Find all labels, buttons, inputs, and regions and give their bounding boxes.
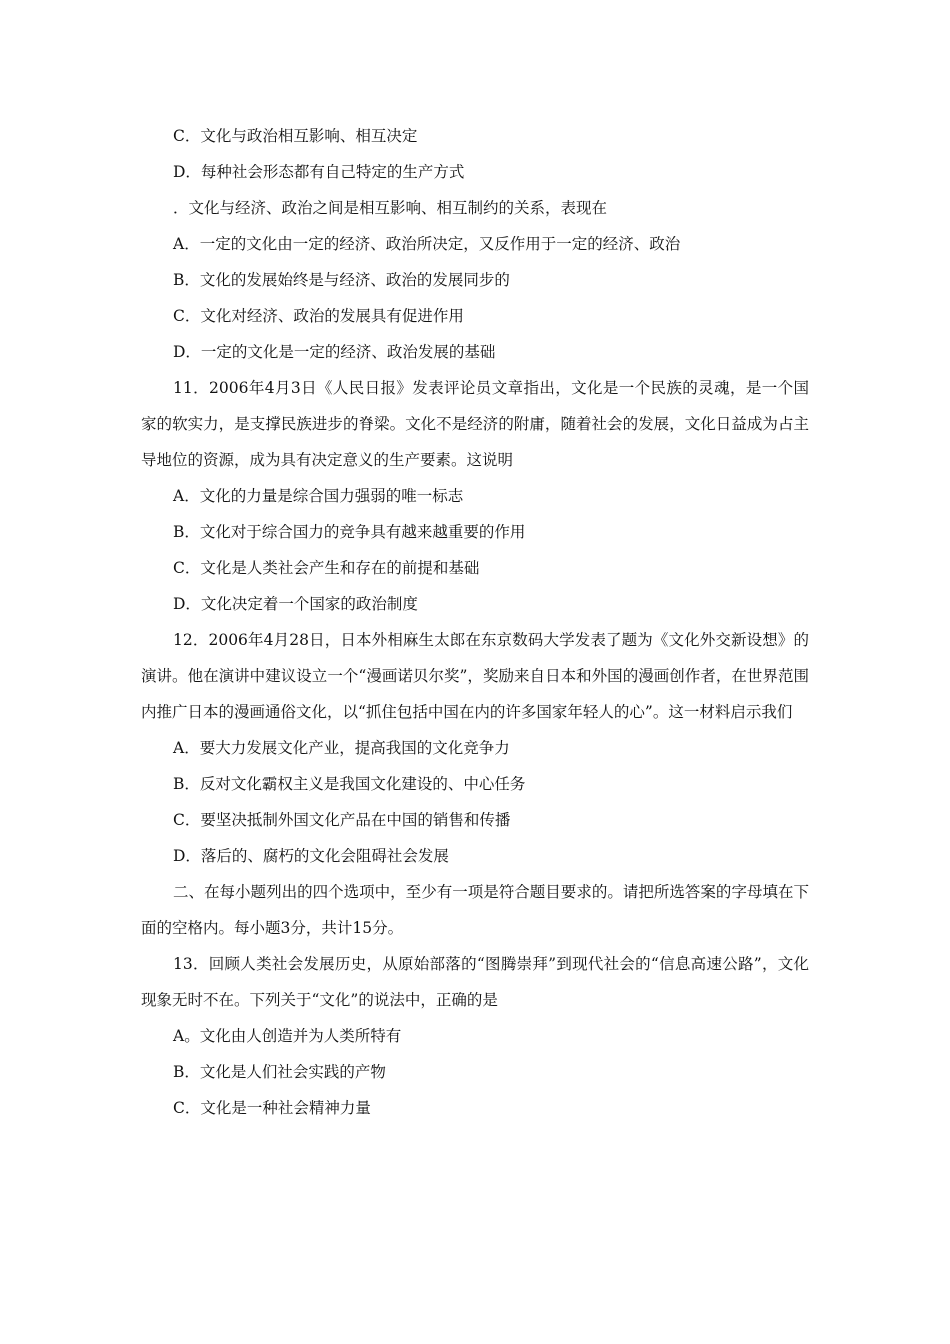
q13-option-a: A。文化由人创造并为人类所特有	[173, 1027, 402, 1045]
q13-option-c: C．文化是一种社会精神力量	[173, 1099, 371, 1117]
q13-stem: 13．回顾人类社会发展历史，从原始部落的“图腾崇拜”到现代社会的“信息高速公路”，文化现象无时不在。下列关于“文化”的说法中，正确的是	[141, 955, 809, 1009]
q9-option-d: D．每种社会形态都有自己特定的生产方式	[173, 163, 465, 181]
section2-instructions: 二、在每小题列出的四个选项中，至少有一项是符合题目要求的。请把所选答案的字母填在下面的空格内。每小题3分，共计15分。	[141, 883, 809, 937]
q10-option-c: C．文化对经济、政治的发展具有促进作用	[173, 307, 464, 325]
q12-stem: 12．2006年4月28日，日本外相麻生太郎在东京数码大学发表了题为《文化外交新设想》的演讲。他在演讲中建议设立一个“漫画诺贝尔奖”，奖励来自日本和外国的漫画创作者，在世界范围内推广日本的漫画通俗文化，以“抓住包括中国在内的许多国家年轻人的心”。这一材料启示我们	[141, 631, 809, 721]
q12-option-c: C．要坚决抵制外国文化产品在中国的销售和传播	[173, 811, 511, 829]
q10-stem: ．文化与经济、政治之间是相互影响、相互制约的关系，表现在	[173, 199, 608, 217]
q10-option-d: D．一定的文化是一定的经济、政治发展的基础	[173, 343, 496, 361]
q10-option-a: A．一定的文化由一定的经济、政治所决定，又反作用于一定的经济、政治	[173, 235, 681, 253]
q12-option-a: A．要大力发展文化产业，提高我国的文化竞争力	[173, 739, 510, 757]
q11-stem: 11．2006年4月3日《人民日报》发表评论员文章指出，文化是一个民族的灵魂，是一个国家的软实力，是支撑民族进步的脊梁。文化不是经济的附庸，随着社会的发展，文化日益成为占主导地位的资源，成为具有决定意义的生产要素。这说明	[141, 379, 809, 469]
q13-option-b: B．文化是人们社会实践的产物	[173, 1063, 386, 1081]
document-content	[141, 118, 809, 1126]
q12-option-d: D．落后的、腐朽的文化会阻碍社会发展	[173, 847, 449, 865]
q11-option-b: B．文化对于综合国力的竞争具有越来越重要的作用	[173, 523, 526, 541]
q11-option-a: A．文化的力量是综合国力强弱的唯一标志	[173, 487, 464, 505]
q11-option-c: C．文化是人类社会产生和存在的前提和基础	[173, 559, 480, 577]
q12-option-b: B．反对文化霸权主义是我国文化建设的、中心任务	[173, 775, 526, 793]
q11-option-d: D．文化决定着一个国家的政治制度	[173, 595, 418, 613]
q9-option-c: C．文化与政治相互影响、相互决定	[173, 127, 418, 145]
q10-option-b: B．文化的发展始终是与经济、政治的发展同步的	[173, 271, 510, 289]
